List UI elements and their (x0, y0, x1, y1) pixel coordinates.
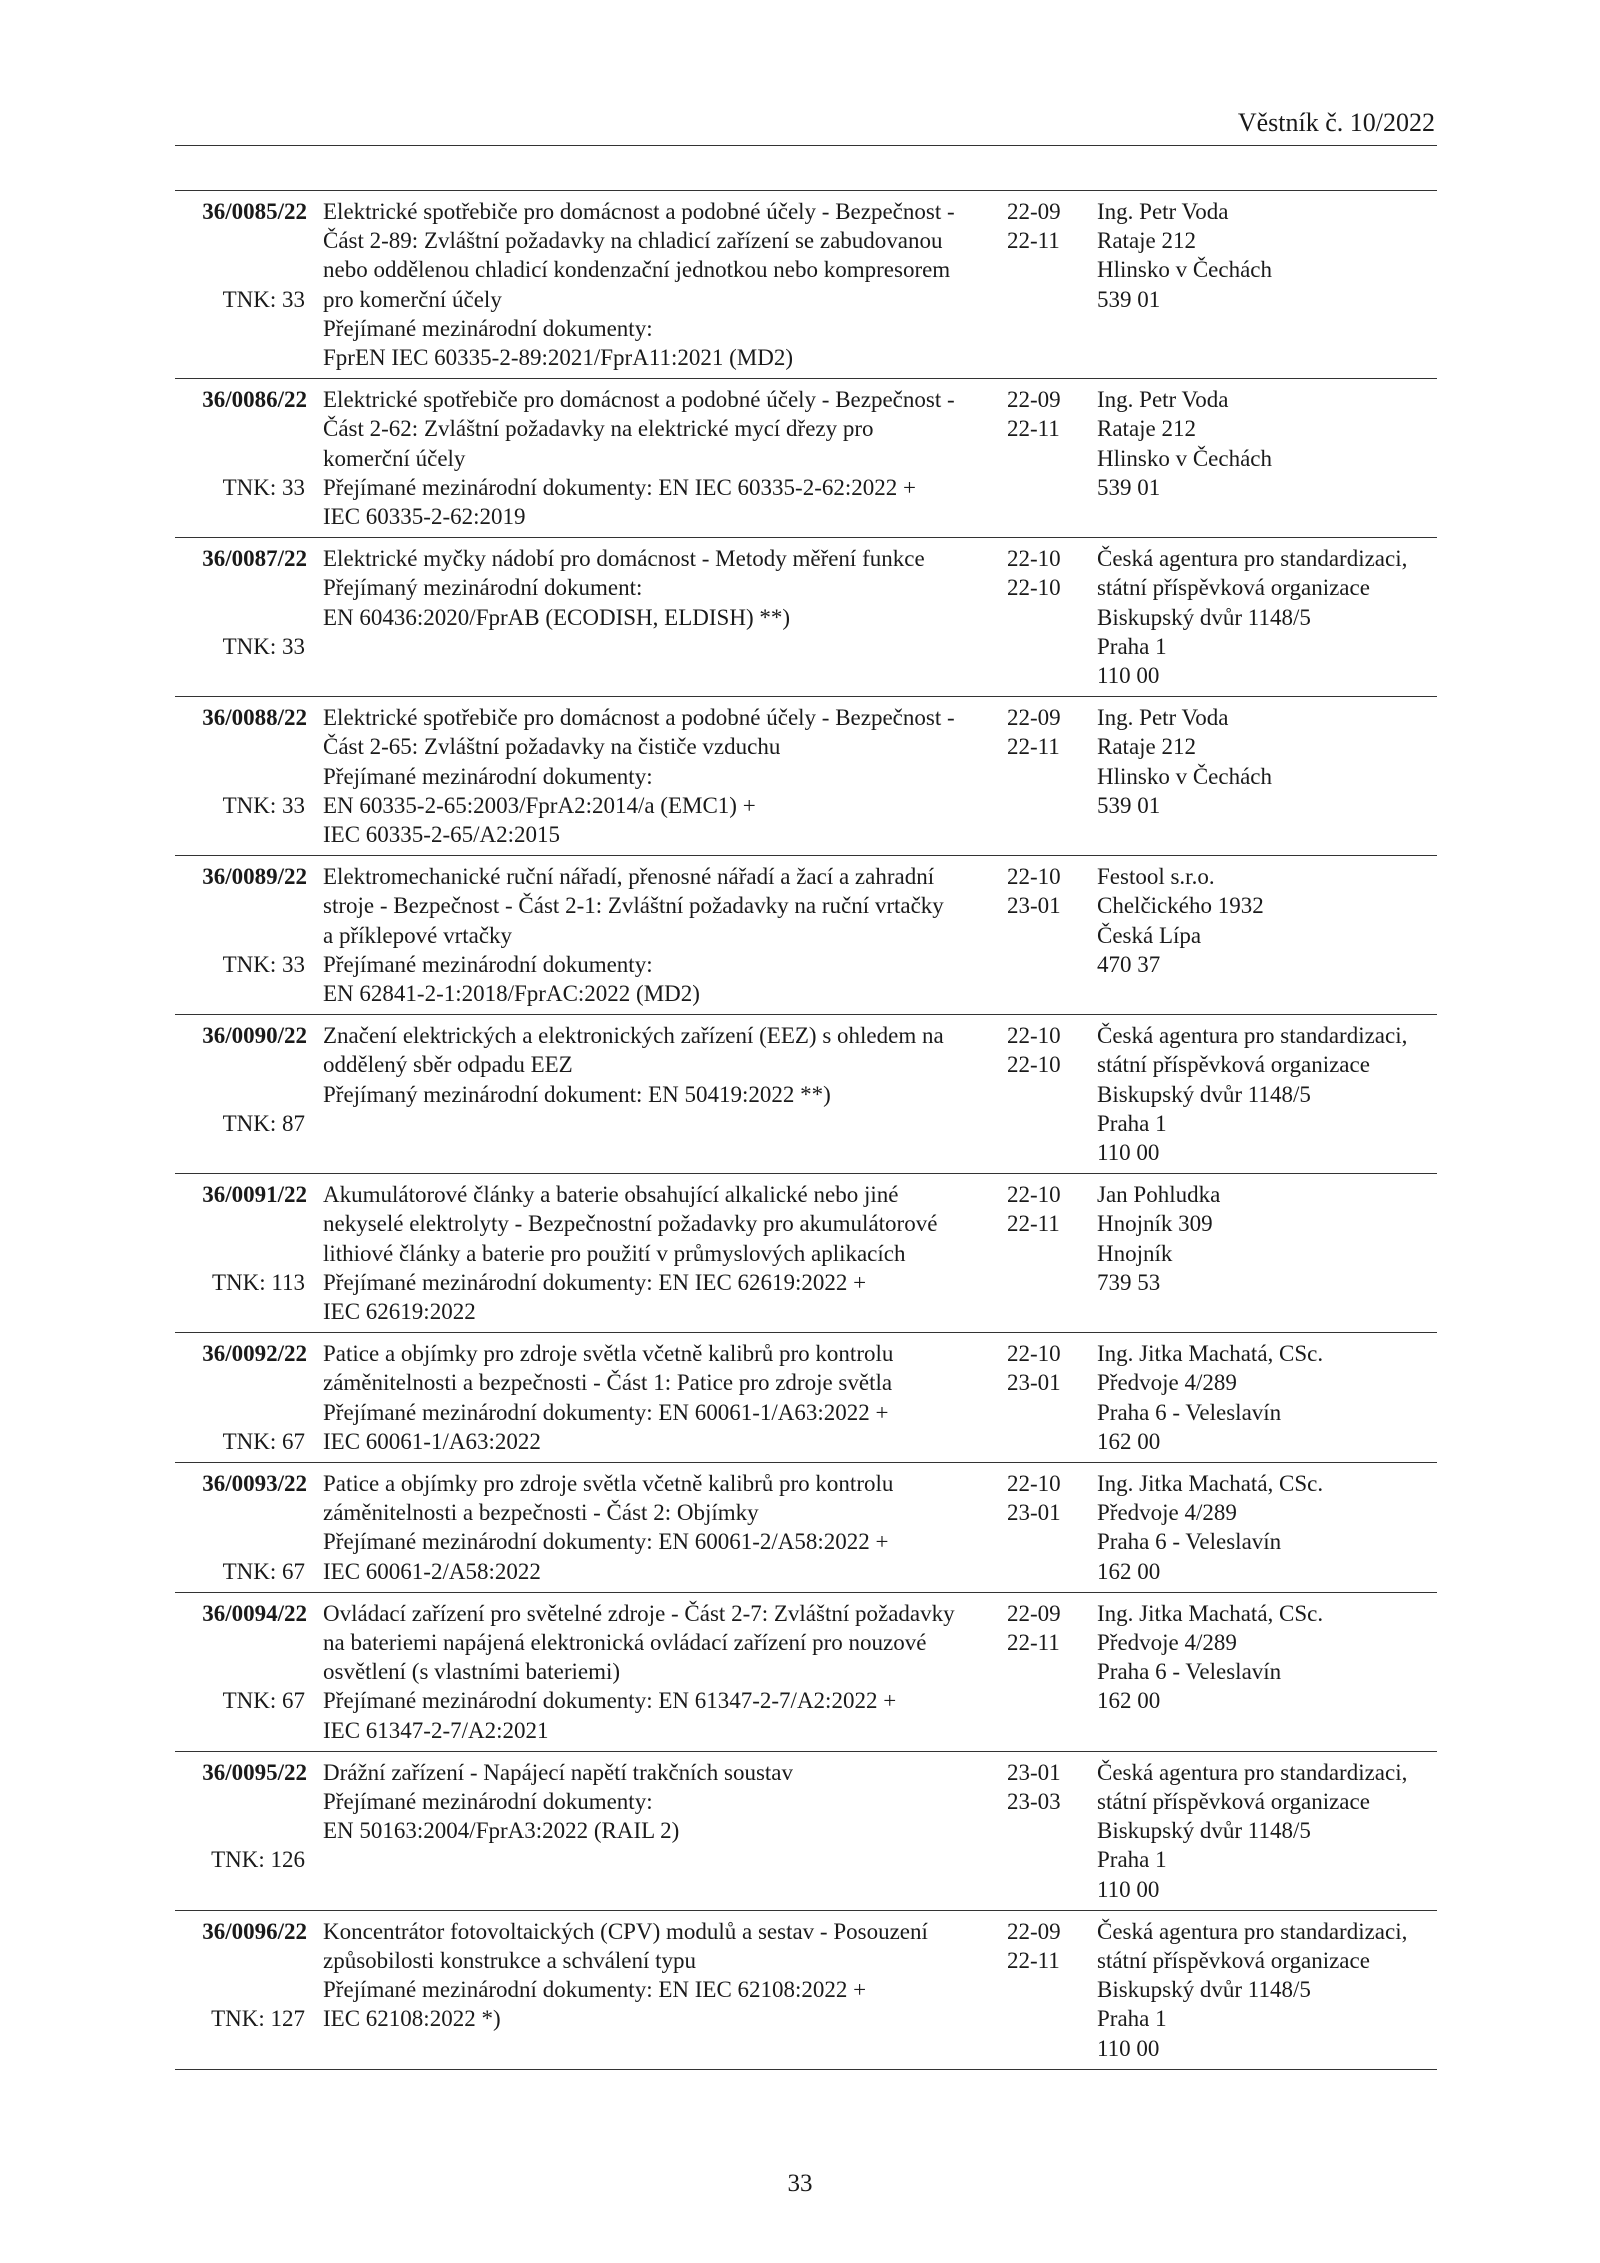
row-identifier (175, 544, 307, 694)
title-line: Část 2-62: Zvláštní požadavky na elektrické mycí dřezy pro (323, 416, 874, 442)
table-row (175, 856, 1437, 1015)
row-identifier (175, 1917, 307, 2067)
contact-line: 539 01 (1097, 792, 1161, 818)
tnk-label: TNK: 126 (211, 1847, 305, 1873)
title-line: Část 2-89: Zvláštní požadavky na chladicí zařízení se zabudovanou (323, 228, 943, 254)
contact-line: Praha 6 - Veleslavín (1097, 1659, 1282, 1685)
table-row (175, 538, 1437, 697)
contact-line: Rataje 212 (1097, 228, 1196, 254)
comment-dates (1007, 544, 1087, 602)
title-line: záměnitelnosti a bezpečnosti - Část 1: Patice pro zdroje světla (323, 1370, 893, 1396)
date-to: 22-11 (1007, 1629, 1060, 1655)
standard-code: 36/0086/22 (202, 387, 307, 413)
contact-line: Předvoje 4/289 (1097, 1370, 1237, 1396)
contact-line: Ing. Jitka Machatá, CSc. (1097, 1470, 1324, 1496)
contact-address (1097, 1758, 1442, 1904)
contact-line: Praha 1 (1097, 2006, 1167, 2032)
contact-line: Praha 1 (1097, 1847, 1167, 1873)
contact-line: Biskupský dvůr 1148/5 (1097, 604, 1311, 630)
contact-line: Ing. Jitka Machatá, CSc. (1097, 1341, 1324, 1367)
contact-line: 110 00 (1097, 1876, 1160, 1902)
row-identifier (175, 1180, 307, 1330)
tnk-label: TNK: 113 (211, 1269, 305, 1295)
date-to: 23-01 (1007, 893, 1061, 919)
contact-line: státní příspěvková organizace (1097, 1788, 1370, 1814)
contact-line: Biskupský dvůr 1148/5 (1097, 1977, 1311, 2003)
contact-address (1097, 385, 1442, 502)
contact-line: 162 00 (1097, 1558, 1161, 1584)
contact-line: Praha 1 (1097, 1110, 1167, 1136)
contact-line: Praha 6 - Veleslavín (1097, 1399, 1282, 1425)
standard-code: 36/0094/22 (202, 1600, 307, 1626)
date-from: 22-09 (1007, 387, 1061, 413)
title-line: záměnitelnosti a bezpečnosti - Část 2: Objímky (323, 1500, 759, 1526)
contact-address (1097, 862, 1442, 979)
standard-code: 36/0092/22 (202, 1341, 307, 1367)
title-line: IEC 60335-2-65/A2:2015 (323, 822, 561, 847)
contact-line: Hlinsko v Čechách (1097, 763, 1273, 789)
date-from: 23-01 (1007, 1759, 1061, 1785)
date-to: 22-10 (1007, 1052, 1061, 1078)
title-line: nebo oddělenou chladicí kondenzační jednotkou nebo kompresorem (323, 257, 951, 283)
contact-line: 162 00 (1097, 1688, 1161, 1714)
date-from: 22-09 (1007, 705, 1061, 731)
standard-code: 36/0089/22 (202, 864, 307, 890)
contact-line: Festool s.r.o. (1097, 864, 1215, 890)
contact-line: Česká agentura pro standardizaci, (1097, 546, 1408, 572)
contact-address (1097, 1599, 1442, 1716)
header-divider (175, 145, 1437, 146)
row-identifier (175, 703, 307, 853)
row-identifier (175, 1758, 307, 1908)
table-row (175, 191, 1437, 379)
bulletin-title: Věstník č. 10/2022 (1237, 108, 1435, 137)
comment-dates (1007, 1599, 1087, 1657)
date-to: 23-01 (1007, 1370, 1061, 1396)
contact-line: Česká Lípa (1097, 922, 1202, 948)
title-line: Přejímané mezinárodní dokumenty: EN 60061-2/A58:2022 + (323, 1529, 889, 1555)
contact-line: Česká agentura pro standardizaci, (1097, 1759, 1408, 1785)
comment-dates (1007, 1917, 1087, 1975)
date-to: 22-10 (1007, 575, 1061, 601)
title-line: Ovládací zařízení pro světelné zdroje - Část 2-7: Zvláštní požadavky (323, 1600, 955, 1626)
contact-line: Česká agentura pro standardizaci, (1097, 1918, 1408, 1944)
tnk-label: TNK: 33 (222, 286, 305, 312)
standard-code: 36/0096/22 (202, 1918, 307, 1944)
contact-address (1097, 544, 1442, 690)
standard-code: 36/0087/22 (202, 546, 307, 572)
contact-line: Hlinsko v Čechách (1097, 257, 1273, 283)
contact-line: Ing. Petr Voda (1097, 387, 1229, 413)
title-line: IEC 62108:2022 *) (323, 2006, 501, 2032)
date-from: 22-10 (1007, 1470, 1061, 1496)
table-row (175, 1593, 1437, 1752)
table-row (175, 1333, 1437, 1463)
title-line: způsobilosti konstrukce a schválení typu (323, 1947, 697, 1973)
title-line: EN 60335-2-65:2003/FprA2:2014/a (EMC1) + (323, 792, 756, 818)
title-line: Část 2-65: Zvláštní požadavky na čističe vzduchu (323, 734, 781, 760)
comment-dates (1007, 385, 1087, 443)
contact-line: Ing. Petr Voda (1097, 199, 1229, 224)
contact-line: 110 00 (1097, 2035, 1160, 2061)
contact-line: Praha 6 - Veleslavín (1097, 1529, 1282, 1555)
title-line: oddělený sběr odpadu EEZ (323, 1052, 573, 1078)
contact-line: Česká agentura pro standardizaci, (1097, 1023, 1408, 1049)
contact-line: 470 37 (1097, 951, 1161, 977)
title-line: Elektrické spotřebiče pro domácnost a podobné účely - Bezpečnost - (323, 387, 955, 413)
date-from: 22-09 (1007, 199, 1061, 224)
comment-dates (1007, 1180, 1087, 1238)
comment-dates (1007, 703, 1087, 761)
contact-line: Předvoje 4/289 (1097, 1500, 1237, 1526)
tnk-label: TNK: 33 (222, 951, 305, 977)
title-line: nekyselé elektrolyty - Bezpečnostní požadavky pro akumulátorové (323, 1211, 938, 1237)
title-line: Drážní zařízení - Napájecí napětí trakčních soustav (323, 1759, 793, 1785)
contact-address (1097, 1917, 1442, 2063)
standard-code: 36/0091/22 (202, 1182, 307, 1208)
title-line: Elektrické myčky nádobí pro domácnost - Metody měření funkce (323, 546, 925, 572)
tnk-label: TNK: 67 (222, 1688, 305, 1714)
contact-line: Hnojník 309 (1097, 1211, 1213, 1237)
contact-line: Hlinsko v Čechách (1097, 445, 1273, 471)
title-line: Přejímané mezinárodní dokumenty: (323, 1788, 653, 1814)
date-from: 22-09 (1007, 1600, 1061, 1626)
contact-line: Biskupský dvůr 1148/5 (1097, 1818, 1311, 1844)
comment-dates (1007, 1339, 1087, 1397)
date-to: 23-01 (1007, 1500, 1061, 1526)
tnk-label: TNK: 33 (222, 474, 305, 500)
standard-code: 36/0088/22 (202, 705, 307, 731)
title-line: Elektrické spotřebiče pro domácnost a podobné účely - Bezpečnost - (323, 705, 955, 731)
date-from: 22-10 (1007, 1341, 1061, 1367)
standard-code: 36/0093/22 (202, 1470, 307, 1496)
standard-code: 36/0085/22 (202, 199, 307, 224)
title-line: IEC 60335-2-62:2019 (323, 504, 526, 529)
tnk-label: TNK: 33 (222, 633, 305, 659)
tnk-label: TNK: 67 (222, 1558, 305, 1584)
contact-line: Biskupský dvůr 1148/5 (1097, 1081, 1311, 1107)
title-line: pro komerční účely (323, 286, 502, 312)
tnk-label: TNK: 127 (211, 2006, 305, 2032)
comment-dates (1007, 1469, 1087, 1527)
standard-code: 36/0090/22 (202, 1023, 307, 1049)
contact-line: státní příspěvková organizace (1097, 1947, 1370, 1973)
contact-line: Chelčického 1932 (1097, 893, 1264, 919)
comment-dates (1007, 1758, 1087, 1816)
title-line: Patice a objímky pro zdroje světla včetně kalibrů pro kontrolu (323, 1341, 894, 1367)
title-line: Přejímané mezinárodní dokumenty: (323, 951, 653, 977)
title-line: Patice a objímky pro zdroje světla včetně kalibrů pro kontrolu (323, 1470, 894, 1496)
contact-line: 539 01 (1097, 286, 1161, 312)
standards-table (175, 190, 1437, 2070)
title-line: Značení elektrických a elektronických zařízení (EEZ) s ohledem na (323, 1023, 944, 1049)
date-to: 22-11 (1007, 1947, 1060, 1973)
title-line: Akumulátorové články a baterie obsahující alkalické nebo jiné (323, 1182, 899, 1208)
contact-address (1097, 197, 1442, 314)
date-to: 22-11 (1007, 734, 1060, 760)
row-identifier (175, 385, 307, 535)
comment-dates (1007, 1021, 1087, 1079)
date-to: 23-03 (1007, 1788, 1061, 1814)
contact-line: Ing. Jitka Machatá, CSc. (1097, 1600, 1324, 1626)
contact-address (1097, 1021, 1442, 1167)
table-row (175, 379, 1437, 538)
contact-line: Praha 1 (1097, 633, 1167, 659)
title-line: IEC 60061-1/A63:2022 (323, 1428, 541, 1454)
title-line: Přejímaný mezinárodní dokument: EN 50419:2022 **) (323, 1081, 831, 1107)
table-row (175, 1174, 1437, 1333)
title-line: IEC 62619:2022 (323, 1299, 476, 1324)
date-to: 22-11 (1007, 1211, 1060, 1237)
tnk-label: TNK: 67 (222, 1428, 305, 1454)
title-line: IEC 60061-2/A58:2022 (323, 1558, 541, 1584)
standard-code: 36/0095/22 (202, 1759, 307, 1785)
comment-dates (1007, 197, 1087, 255)
contact-line: 739 53 (1097, 1269, 1161, 1295)
date-from: 22-10 (1007, 1182, 1061, 1208)
title-line: EN 50163:2004/FprA3:2022 (RAIL 2) (323, 1818, 680, 1844)
contact-line: Jan Pohludka (1097, 1182, 1221, 1208)
tnk-label: TNK: 33 (222, 792, 305, 818)
title-line: osvětlení (s vlastními bateriemi) (323, 1659, 621, 1685)
contact-line: Předvoje 4/289 (1097, 1629, 1237, 1655)
table-row (175, 1752, 1437, 1911)
contact-line: Rataje 212 (1097, 416, 1196, 442)
title-line: Elektrické spotřebiče pro domácnost a podobné účely - Bezpečnost - (323, 199, 955, 224)
title-line: na bateriemi napájená elektronická ovládací zařízení pro nouzové (323, 1629, 927, 1655)
title-line: Elektromechanické ruční nářadí, přenosné nářadí a žací a zahradní (323, 864, 935, 890)
date-from: 22-09 (1007, 1918, 1061, 1944)
contact-line: 162 00 (1097, 1428, 1161, 1454)
title-line: Přejímané mezinárodní dokumenty: EN IEC 62619:2022 + (323, 1269, 867, 1295)
contact-line: Hnojník (1097, 1240, 1173, 1266)
comment-dates (1007, 862, 1087, 920)
date-from: 22-10 (1007, 546, 1061, 572)
title-line: stroje - Bezpečnost - Část 2-1: Zvláštní požadavky na ruční vrtačky (323, 893, 944, 919)
row-identifier (175, 1339, 307, 1460)
date-to: 22-11 (1007, 416, 1060, 442)
title-line: EN 60436:2020/FprAB (ECODISH, ELDISH) **) (323, 604, 791, 630)
title-line: EN 62841-2-1:2018/FprAC:2022 (MD2) (323, 981, 700, 1006)
contact-line: Ing. Petr Voda (1097, 705, 1229, 731)
table-row (175, 1911, 1437, 2070)
contact-line: 539 01 (1097, 474, 1161, 500)
title-line: Přejímané mezinárodní dokumenty: EN IEC 62108:2022 + (323, 1977, 867, 2003)
date-to: 22-11 (1007, 228, 1060, 254)
row-identifier (175, 862, 307, 1012)
tnk-label: TNK: 87 (222, 1110, 305, 1136)
contact-address (1097, 1339, 1442, 1456)
page-number: 33 (787, 2170, 813, 2197)
title-line: lithiové články a baterie pro použití v průmyslových aplikacích (323, 1240, 906, 1266)
table-row (175, 1015, 1437, 1174)
title-line: Koncentrátor fotovoltaických (CPV) modulů a sestav - Posouzení (323, 1918, 928, 1944)
row-identifier (175, 1469, 307, 1590)
title-line: IEC 61347-2-7/A2:2021 (323, 1717, 549, 1743)
contact-address (1097, 1469, 1442, 1586)
contact-line: státní příspěvková organizace (1097, 575, 1370, 601)
row-identifier (175, 197, 307, 376)
title-line: Přejímané mezinárodní dokumenty: EN IEC 60335-2-62:2022 + (323, 474, 916, 500)
date-from: 22-10 (1007, 1023, 1061, 1049)
title-line: FprEN IEC 60335-2-89:2021/FprA11:2021 (MD2) (323, 345, 793, 371)
row-identifier (175, 1599, 307, 1749)
contact-address (1097, 703, 1442, 820)
contact-line: 110 00 (1097, 1140, 1160, 1165)
title-line: komerční účely (323, 445, 466, 471)
table-row (175, 697, 1437, 856)
contact-line: 110 00 (1097, 663, 1160, 688)
title-line: Přejímané mezinárodní dokumenty: (323, 315, 653, 341)
contact-line: státní příspěvková organizace (1097, 1052, 1370, 1078)
row-identifier (175, 1021, 307, 1171)
title-line: Přejímané mezinárodní dokumenty: EN 60061-1/A63:2022 + (323, 1399, 889, 1425)
contact-address (1097, 1180, 1442, 1297)
title-line: Přejímané mezinárodní dokumenty: EN 61347-2-7/A2:2022 + (323, 1688, 897, 1714)
table-row (175, 1463, 1437, 1593)
title-line: a příklepové vrtačky (323, 922, 513, 948)
title-line: Přejímaný mezinárodní dokument: (323, 575, 643, 601)
title-line: Přejímané mezinárodní dokumenty: (323, 763, 653, 789)
contact-line: Rataje 212 (1097, 734, 1196, 760)
date-from: 22-10 (1007, 864, 1061, 890)
